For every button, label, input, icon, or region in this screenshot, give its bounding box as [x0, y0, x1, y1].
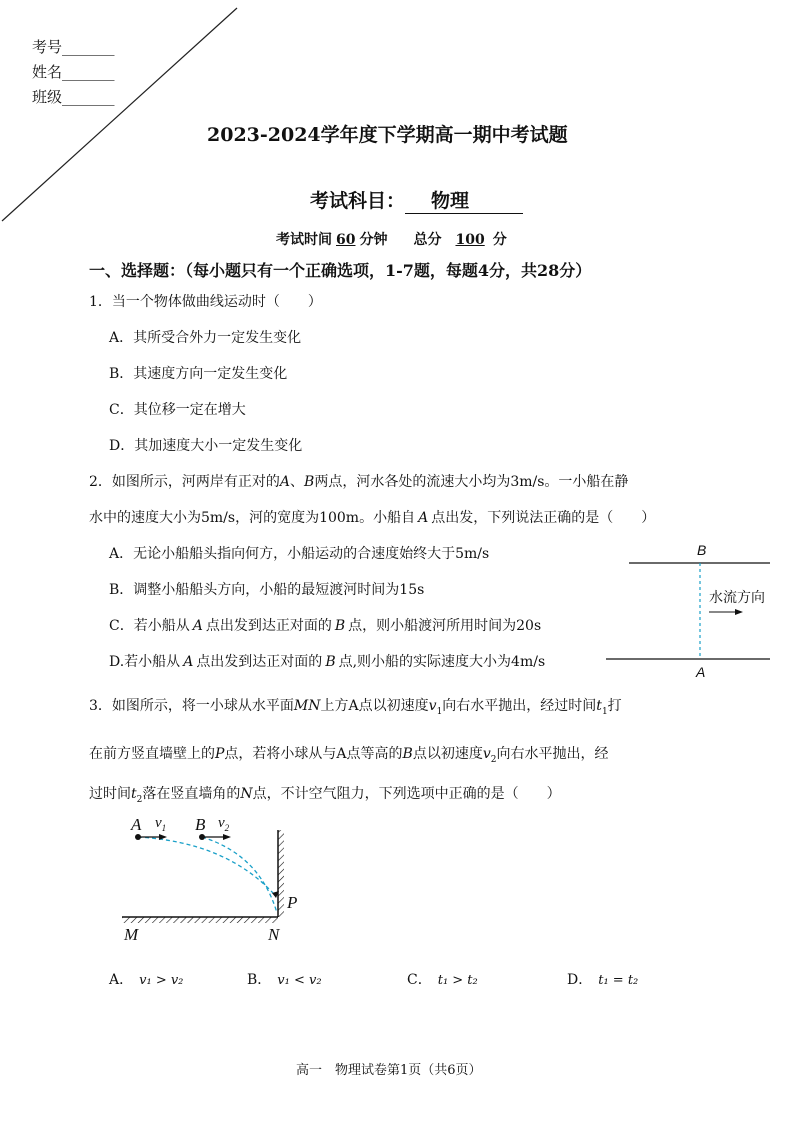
- q3-text: 打: [607, 698, 622, 714]
- q2-text: 水中的速度大小为5m/s，河的宽度为100m。小船自: [89, 510, 416, 526]
- page-footer: 高一 物理试卷第1页（共6页）: [296, 1063, 482, 1078]
- fig-label-m: M: [124, 925, 139, 944]
- q2-text: 点出发到达正对面的: [196, 654, 323, 670]
- q2-text: 2．如图所示，河两岸有正对的: [89, 474, 280, 490]
- q3-stem-line1: [89, 695, 622, 717]
- point-p: P: [215, 746, 225, 762]
- option-label: D．: [567, 972, 593, 988]
- q1-option-b: B．其速度方向一定发生变化: [109, 366, 288, 382]
- q3-option-d: [567, 969, 638, 989]
- q3-text: 点，若将小球从与A点等高的: [224, 746, 403, 762]
- q3-text: 在前方竖直墙壁上的: [89, 746, 215, 762]
- exam-number-field: 考号_______: [32, 38, 115, 56]
- time-value: 60: [336, 232, 356, 248]
- point-b: B: [304, 474, 315, 490]
- fig-label-v2: [218, 815, 229, 833]
- option-expr: t₁ > t₂: [437, 973, 478, 988]
- exam-meta: [276, 229, 507, 249]
- option-expr: v₁ < v₂: [277, 973, 322, 988]
- velocity-v2: v: [482, 746, 491, 762]
- subscript: 2: [136, 794, 143, 805]
- point-n: N: [240, 786, 253, 802]
- q3-option-c: [407, 969, 478, 989]
- fig-label-a: A: [131, 815, 142, 834]
- option-label: A．: [109, 972, 134, 988]
- q1-option-d: D．其加速度大小一定发生变化: [109, 438, 303, 454]
- v-symbol: v: [155, 815, 162, 831]
- option-expr: v₁ > v₂: [139, 973, 184, 988]
- q2-text: 点，则小船渡河所用时间为20s: [348, 618, 542, 634]
- point-b: B: [402, 746, 413, 762]
- total-unit: 分: [492, 232, 507, 248]
- river-label-a: A: [696, 664, 706, 680]
- time-t1: t: [596, 698, 602, 714]
- name-field: 姓名_______: [32, 63, 115, 81]
- subscript: 1: [436, 706, 443, 717]
- q3-option-a: [109, 969, 183, 989]
- q3-text: 点以初速度: [412, 746, 483, 762]
- time-t2: t: [131, 786, 137, 802]
- q3-option-b: [247, 969, 322, 989]
- point-b: B: [325, 654, 336, 670]
- q1-option-c: C．其位移一定在增大: [109, 402, 246, 418]
- q2-stem-line1: [89, 471, 628, 491]
- section-heading: 一、选择题：（每小题只有一个正确选项，1-7题，每题4分，共28分）: [89, 261, 592, 280]
- q3-stem-line3: [89, 783, 561, 805]
- point-b: B: [334, 618, 346, 634]
- point-a: A: [183, 654, 194, 670]
- q2-text: D.若小船从: [109, 654, 181, 670]
- subscript: 1: [161, 823, 167, 833]
- river-label-b: B: [697, 542, 707, 558]
- time-label: 考试时间: [276, 232, 332, 248]
- flow-direction-label: 水流方向: [709, 590, 765, 606]
- q3-text: 落在竖直墙角的: [142, 786, 241, 802]
- q3-text: 向右水平抛出，经过时间: [442, 698, 597, 714]
- option-label: C．: [407, 972, 432, 988]
- subject-label: 考试科目：: [310, 190, 406, 212]
- q3-text: 向右水平抛出，经: [496, 746, 609, 762]
- q2-separator: 、: [290, 474, 305, 490]
- q2-option-d: [109, 651, 545, 671]
- subscript: 2: [224, 823, 230, 833]
- option-label: B．: [247, 972, 272, 988]
- q3-text: 点，不计空气阻力，下列选项中正确的是（ ）: [252, 786, 561, 802]
- q2-text: 两点，河水各处的流速大小均为3m/s。一小船在静: [314, 474, 629, 490]
- time-unit: 分钟: [359, 232, 388, 248]
- point-a: A: [418, 510, 429, 526]
- q1-stem: 1．当一个物体做曲线运动时（ ）: [89, 294, 322, 310]
- velocity-v1: v: [428, 698, 437, 714]
- q2-text: 点,则小船的实际速度大小为4m/s: [338, 654, 546, 670]
- page-title: 2023-2024学年度下学期高一期中考试题: [207, 124, 568, 146]
- q3-text: 过时间: [89, 786, 131, 802]
- fig-label-b: B: [195, 815, 206, 834]
- subscript: 2: [490, 754, 497, 765]
- fig-label-n: N: [268, 925, 280, 944]
- total-value: 100: [455, 232, 485, 248]
- q3-text: 上方A点以初速度: [320, 698, 429, 714]
- v-symbol: v: [218, 815, 225, 831]
- subject-value: 物理: [405, 186, 523, 214]
- class-field: 班级_______: [32, 88, 115, 106]
- q2-option-b: B．调整小船船头方向，小船的最短渡河时间为15s: [109, 582, 425, 598]
- q2-stem-line2: [89, 507, 655, 527]
- plane-mn: MN: [293, 698, 321, 714]
- q3-stem-line2: [89, 743, 609, 765]
- fig-label-v1: [155, 815, 166, 833]
- subject-line: [310, 186, 523, 214]
- total-label: 总分: [413, 232, 442, 248]
- q2-option-a: A．无论小船船头指向何方，小船运动的合速度始终大于5m/s: [109, 546, 490, 562]
- subscript: 1: [601, 706, 608, 717]
- q3-text: 3．如图所示，将一小球从水平面: [89, 698, 294, 714]
- q2-text: 点出发，下列说法正确的是（ ）: [431, 510, 656, 526]
- q2-text: C．若小船从: [109, 618, 190, 634]
- point-a: A: [192, 618, 203, 634]
- point-a: A: [279, 474, 291, 490]
- q1-option-a: A．其所受合外力一定发生变化: [109, 330, 302, 346]
- q2-text: 点出发到达正对面的: [205, 618, 332, 634]
- option-expr: t₁ = t₂: [598, 973, 639, 988]
- fig-label-p: P: [287, 893, 298, 912]
- q2-option-c: [109, 615, 541, 635]
